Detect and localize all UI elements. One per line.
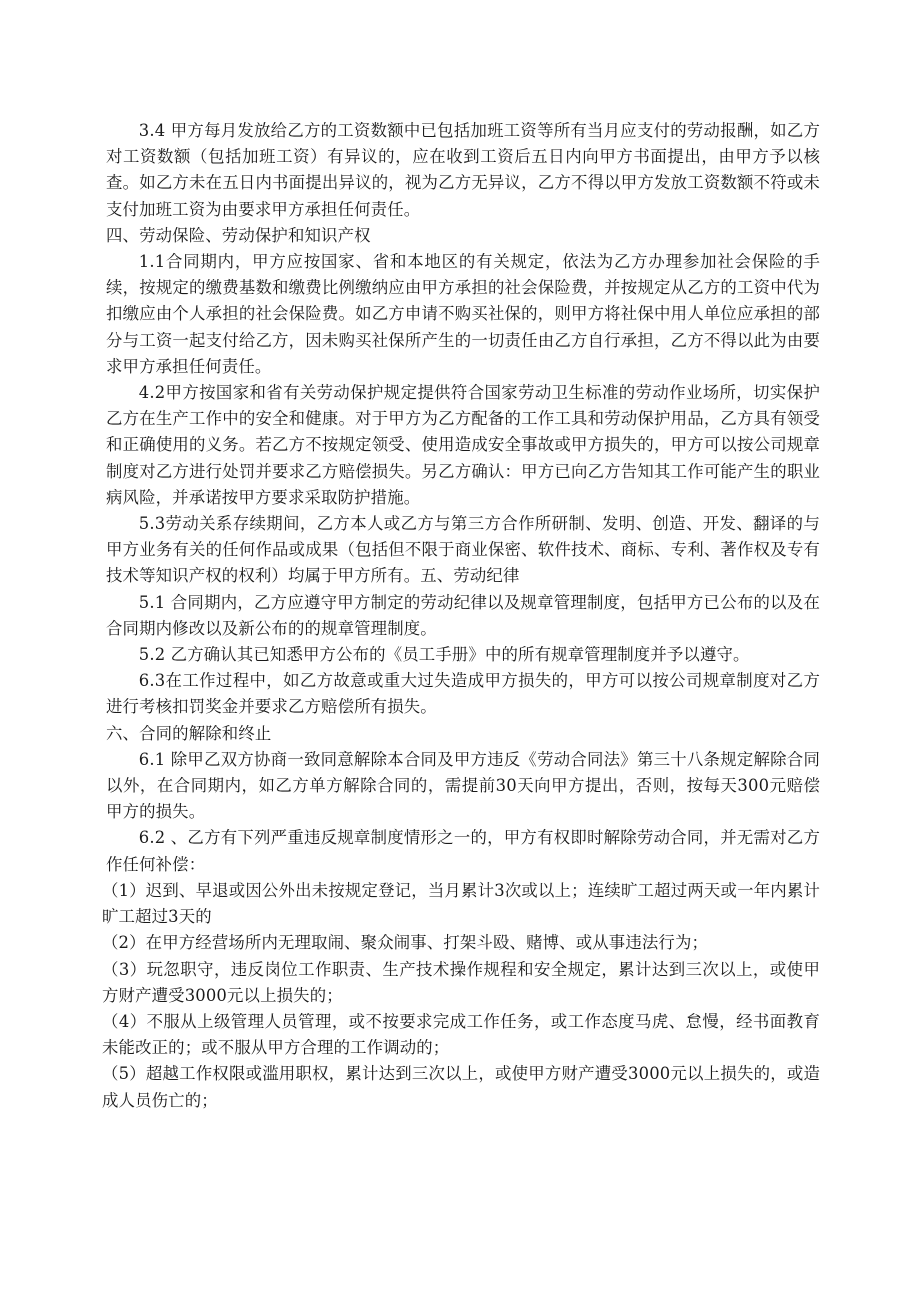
clause-6-1: 6.1 除甲乙双方协商一致同意解除本合同及甲方违反《劳动合同法》第三十八条规定解除合同以外，在合同期内，如乙方单方解除合同的，需提前30天向甲方提出，否则，按每天300元赔偿甲方的损失。 <box>106 749 820 822</box>
list-item-4: （4）不服从上级管理人员管理，或不按要求完成工作任务，或工作态度马虎、怠慢，经书面教育未能改正的；或不服从甲方合理的工作调动的； <box>102 1011 820 1058</box>
section-heading-4: 四、劳动保险、劳动保护和知识产权 <box>106 225 371 245</box>
clause-6-2: 6.2 、乙方有下列严重违反规章制度情形之一的，甲方有权即时解除劳动合同，并无需对乙方作任何补偿： <box>106 828 820 874</box>
clause-5-3: 5.3劳动关系存续期间，乙方本人或乙方与第三方合作所研制、发明、创造、开发、翻译的与甲方业务有关的任何作品或成果（包括但不限于商业保密、软件技术、商标、专利、著作权及专有技术等知识产权的权利）均属于甲方所有。五、劳动纪律 <box>106 514 820 586</box>
clause-6-3: 6.3在工作过程中，如乙方故意或重大过失造成甲方损失的，甲方可以按公司规章制度对乙方进行考核扣罚奖金并要求乙方赔偿所有损失。 <box>106 671 820 717</box>
list-item-1: （1）迟到、早退或因公外出未按规定登记，当月累计3次或以上；连续旷工超过两天或一年内累计旷工超过3天的 <box>102 880 820 927</box>
clause-5-1: 5.1 合同期内，乙方应遵守甲方制定的劳动纪律以及规章管理制度，包括甲方已公布的以及在合同期内修改以及新公布的的规章管理制度。 <box>106 592 820 638</box>
section-heading-6: 六、合同的解除和终止 <box>106 723 272 743</box>
list-item-5: （5）超越工作权限或滥用职权，累计达到三次以上，或使甲方财产遭受3000元以上损失的，或造成人员伤亡的； <box>102 1064 820 1110</box>
list-item-2: （2）在甲方经营场所内无理取闹、聚众闹事、打架斗殴、赌博、或从事违法行为； <box>102 933 709 953</box>
clause-3-4: 3.4 甲方每月发放给乙方的工资数额中已包括加班工资等所有当月应支付的劳动报酬，如乙方对工资数额（包括加班工资）有异议的，应在收到工资后五日内向甲方书面提出，由甲方予以核查。如乙方未在五日内书面提出异议的，视为乙方无异议，乙方不得以甲方发放工资数额不符或未支付加班工资为由要求甲方承担任何责任。 <box>106 121 820 219</box>
clause-1-1: 1.1合同期内，甲方应按国家、省和本地区的有关规定，依法为乙方办理参加社会保险的手续，按规定的缴费基数和缴费比例缴纳应由甲方承担的社会保险费，并按规定从乙方的工资中代为扣缴应由个人承担的社会保险费。如乙方申请不购买社保的，则甲方将社保中用人单位应承担的部分与工资一起支付给乙方，因未购买社保所产生的一切责任由乙方自行承担，乙方不得以此为由要求甲方承担任何责任。 <box>106 252 820 376</box>
list-item-3: （3）玩忽职守，违反岗位工作职责、生产技术操作规程和安全规定，累计达到三次以上，或使甲方财产遭受3000元以上损失的； <box>102 959 820 1005</box>
clause-5-2: 5.2 乙方确认其已知悉甲方公布的《员工手册》中的所有规章管理制度并予以遵守。 <box>138 645 750 665</box>
clause-4-2: 4.2甲方按国家和省有关劳动保护规定提供符合国家劳动卫生标准的劳动作业场所，切实保护乙方在生产工作中的安全和健康。对于甲方为乙方配备的工作工具和劳动保护用品，乙方具有领受和正确使用的义务。若乙方不按规定领受、使用造成安全事故或甲方损失的，甲方可以按公司规章制度对乙方进行处罚并要求乙方赔偿损失。另乙方确认：甲方已向乙方告知其工作可能产生的职业病风险，并承诺按甲方要求采取防护措施。 <box>106 383 820 507</box>
